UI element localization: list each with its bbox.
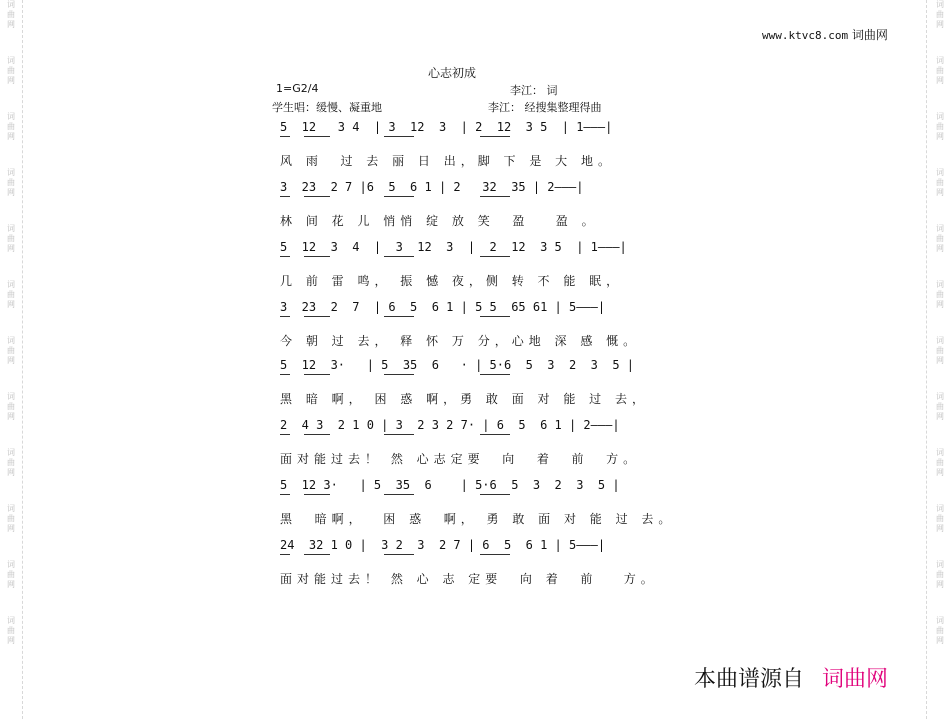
footer-text: 本曲谱源自 bbox=[694, 667, 805, 692]
beam-line bbox=[280, 196, 290, 197]
notation-text: 5 12 3 4 | 3 12 3 | 2 12 3 5 | 1———| bbox=[280, 240, 627, 254]
watermark-group bbox=[933, 392, 947, 422]
watermark-char: 曲 bbox=[936, 458, 944, 467]
watermark-char: 网 bbox=[936, 300, 944, 309]
watermark-char: 网 bbox=[936, 356, 944, 365]
watermark-char: 曲 bbox=[936, 178, 944, 187]
watermark-char: 词 bbox=[7, 336, 15, 345]
watermark-char: 网 bbox=[936, 524, 944, 533]
watermark-char: 词 bbox=[7, 448, 15, 457]
watermark-char: 网 bbox=[7, 524, 15, 533]
watermark-group bbox=[4, 392, 18, 422]
watermark-group bbox=[4, 56, 18, 86]
notation-row bbox=[280, 118, 620, 142]
watermark-right bbox=[933, 0, 947, 719]
watermark-char: 曲 bbox=[7, 10, 15, 19]
watermark-group bbox=[4, 112, 18, 142]
lyric-line: 面对能过去！ 然 心志定要 向 着 前 方。 bbox=[280, 452, 641, 466]
site-url[interactable]: www.ktvc8.com bbox=[762, 29, 849, 42]
watermark-group bbox=[4, 0, 18, 30]
beam-line bbox=[480, 434, 510, 435]
watermark-char: 曲 bbox=[7, 178, 15, 187]
watermark-char: 词 bbox=[936, 0, 944, 9]
watermark-char: 词 bbox=[936, 448, 944, 457]
beam-line bbox=[480, 494, 510, 495]
watermark-char: 词 bbox=[936, 336, 944, 345]
watermark-char: 网 bbox=[936, 76, 944, 85]
watermark-char: 词 bbox=[936, 168, 944, 177]
key-signature: 1=G2/4 bbox=[276, 82, 319, 95]
page-margin-left bbox=[22, 0, 23, 719]
page-margin-right bbox=[926, 0, 927, 719]
beam-line bbox=[280, 374, 290, 375]
beam-line bbox=[384, 196, 414, 197]
notation-row bbox=[280, 178, 620, 202]
beam-line bbox=[480, 374, 510, 375]
watermark-char: 曲 bbox=[936, 234, 944, 243]
beam-line bbox=[280, 136, 290, 137]
watermark-group bbox=[933, 504, 947, 534]
footer-brand[interactable]: 词曲网 bbox=[822, 667, 889, 692]
watermark-char: 词 bbox=[936, 560, 944, 569]
watermark-char: 曲 bbox=[7, 458, 15, 467]
watermark-group bbox=[933, 112, 947, 142]
beam-line bbox=[280, 256, 290, 257]
watermark-char: 网 bbox=[936, 188, 944, 197]
watermark-char: 词 bbox=[7, 280, 15, 289]
watermark-char: 词 bbox=[936, 616, 944, 625]
watermark-group bbox=[933, 56, 947, 86]
watermark-char: 网 bbox=[936, 132, 944, 141]
beam-line bbox=[280, 494, 290, 495]
watermark-group bbox=[933, 616, 947, 646]
watermark-char: 网 bbox=[936, 412, 944, 421]
watermark-char: 词 bbox=[936, 504, 944, 513]
notation-row bbox=[280, 238, 627, 262]
watermark-char: 曲 bbox=[7, 626, 15, 635]
watermark-char: 曲 bbox=[936, 122, 944, 131]
lyric-line: 风 雨 过 去 丽 日 出，脚 下 是 大 地。 bbox=[280, 154, 615, 168]
footer-credit bbox=[694, 662, 888, 693]
watermark-char: 网 bbox=[7, 132, 15, 141]
site-header bbox=[762, 26, 888, 43]
watermark-group bbox=[4, 168, 18, 198]
watermark-char: 曲 bbox=[936, 290, 944, 299]
notation-text: 5 12 3· | 5 35 6 | 5·6 5 3 2 3 5 | bbox=[280, 478, 620, 492]
beam-line bbox=[304, 554, 330, 555]
beam-line bbox=[280, 434, 290, 435]
beam-line bbox=[480, 196, 510, 197]
watermark-char: 网 bbox=[7, 244, 15, 253]
notation-row bbox=[280, 536, 620, 560]
lyric-line: 面对能过去！ 然 心 志 定要 向 着 前 方。 bbox=[280, 572, 658, 586]
watermark-group bbox=[933, 0, 947, 30]
beam-line bbox=[280, 316, 290, 317]
lyric-line: 黑 暗啊， 困 惑 啊， 勇 敢 面 对 能 过 去。 bbox=[280, 512, 676, 526]
watermark-char: 曲 bbox=[7, 514, 15, 523]
watermark-char: 网 bbox=[7, 300, 15, 309]
watermark-char: 曲 bbox=[7, 234, 15, 243]
beam-line bbox=[304, 434, 330, 435]
watermark-group bbox=[4, 224, 18, 254]
watermark-group bbox=[933, 448, 947, 478]
notation-text: 5 12 3· | 5 35 6 · | 5·6 5 3 2 3 5 | bbox=[280, 358, 635, 372]
watermark-char: 词 bbox=[7, 560, 15, 569]
watermark-char: 网 bbox=[7, 188, 15, 197]
lyricist: 李江： 词 bbox=[510, 84, 558, 97]
watermark-char: 词 bbox=[7, 168, 15, 177]
lyric-line: 林 间 花 儿 悄悄 绽 放 笑 盈 盈 。 bbox=[280, 214, 599, 228]
watermark-char: 曲 bbox=[7, 290, 15, 299]
watermark-char: 曲 bbox=[7, 402, 15, 411]
notation-text: 2 4 3 2 1 0 | 3 2 3 2 7· | 6 5 6 1 | 2———| bbox=[280, 418, 620, 432]
watermark-char: 曲 bbox=[936, 66, 944, 75]
watermark-char: 网 bbox=[7, 76, 15, 85]
notation-text: 24 32 1 0 | 3 2 3 2 7 | 6 5 6 1 | 5———| bbox=[280, 538, 606, 552]
watermark-group bbox=[933, 560, 947, 590]
watermark-char: 曲 bbox=[936, 514, 944, 523]
site-name[interactable]: 词曲网 bbox=[851, 28, 888, 42]
beam-line bbox=[384, 316, 414, 317]
watermark-char: 词 bbox=[7, 392, 15, 401]
watermark-char: 网 bbox=[936, 20, 944, 29]
song-title: 心志初成 bbox=[428, 66, 477, 80]
watermark-char: 网 bbox=[936, 636, 944, 645]
watermark-char: 词 bbox=[936, 280, 944, 289]
watermark-char: 词 bbox=[936, 224, 944, 233]
beam-line bbox=[304, 316, 330, 317]
watermark-char: 词 bbox=[7, 224, 15, 233]
notation-text: 5 12 3 4 | 3 12 3 | 2 12 3 5 | 1———| bbox=[280, 120, 613, 134]
beam-line bbox=[304, 196, 330, 197]
watermark-group bbox=[4, 560, 18, 590]
watermark-group bbox=[933, 224, 947, 254]
watermark-char: 词 bbox=[936, 112, 944, 121]
watermark-char: 曲 bbox=[936, 10, 944, 19]
watermark-group bbox=[4, 336, 18, 366]
watermark-char: 词 bbox=[936, 56, 944, 65]
watermark-char: 网 bbox=[7, 20, 15, 29]
singer-direction: 学生唱：缓慢、凝重地 bbox=[272, 101, 382, 114]
beam-line bbox=[304, 494, 330, 495]
watermark-char: 词 bbox=[7, 616, 15, 625]
watermark-char: 曲 bbox=[936, 346, 944, 355]
beam-line bbox=[304, 256, 330, 257]
beam-line bbox=[384, 434, 414, 435]
beam-line bbox=[384, 554, 414, 555]
beam-line bbox=[384, 494, 414, 495]
watermark-char: 网 bbox=[7, 356, 15, 365]
watermark-char: 网 bbox=[7, 468, 15, 477]
composer: 李江： 经搜集整理得曲 bbox=[488, 101, 602, 114]
watermark-group bbox=[933, 336, 947, 366]
beam-line bbox=[480, 256, 510, 257]
watermark-char: 词 bbox=[7, 0, 15, 9]
beam-line bbox=[304, 374, 330, 375]
notation-text: 3 23 2 7 | 6 5 6 1 | 5 5 65 61 | 5———| bbox=[280, 300, 606, 314]
lyric-line: 几 前 雷 鸣， 振 憾 夜，侧 转 不 能 眠， bbox=[280, 274, 624, 288]
lyric-line: 今 朝 过 去， 释 怀 万 分，心地 深 感 慨。 bbox=[280, 334, 641, 348]
watermark-char: 网 bbox=[7, 412, 15, 421]
watermark-group bbox=[933, 168, 947, 198]
beam-line bbox=[480, 136, 510, 137]
watermark-char: 词 bbox=[7, 504, 15, 513]
watermark-group bbox=[4, 616, 18, 646]
watermark-group bbox=[4, 504, 18, 534]
watermark-char: 曲 bbox=[7, 66, 15, 75]
watermark-char: 词 bbox=[936, 392, 944, 401]
notation-row bbox=[280, 416, 620, 440]
watermark-group bbox=[933, 280, 947, 310]
beam-line bbox=[480, 554, 510, 555]
beam-line bbox=[384, 374, 414, 375]
notation-row bbox=[280, 476, 620, 500]
watermark-group bbox=[4, 448, 18, 478]
watermark-char: 网 bbox=[936, 580, 944, 589]
beam-line bbox=[280, 554, 290, 555]
watermark-char: 曲 bbox=[936, 626, 944, 635]
lyric-line: 黑 暗 啊， 困 惑 啊，勇 敢 面 对 能 过 去， bbox=[280, 392, 649, 406]
watermark-left bbox=[4, 0, 18, 719]
watermark-char: 曲 bbox=[7, 570, 15, 579]
watermark-char: 曲 bbox=[7, 346, 15, 355]
beam-line bbox=[384, 256, 414, 257]
watermark-char: 网 bbox=[7, 636, 15, 645]
notation-text: 3 23 2 7 |6 5 6 1 | 2 32 35 | 2———| bbox=[280, 180, 584, 194]
beam-line bbox=[384, 136, 414, 137]
watermark-char: 词 bbox=[7, 112, 15, 121]
watermark-char: 网 bbox=[936, 244, 944, 253]
notation-row bbox=[280, 356, 635, 380]
watermark-char: 曲 bbox=[936, 402, 944, 411]
watermark-char: 网 bbox=[7, 580, 15, 589]
watermark-char: 网 bbox=[936, 468, 944, 477]
watermark-char: 词 bbox=[7, 56, 15, 65]
watermark-char: 曲 bbox=[936, 570, 944, 579]
beam-line bbox=[480, 316, 510, 317]
notation-row bbox=[280, 298, 620, 322]
beam-line bbox=[304, 136, 330, 137]
watermark-group bbox=[4, 280, 18, 310]
watermark-char: 曲 bbox=[7, 122, 15, 131]
